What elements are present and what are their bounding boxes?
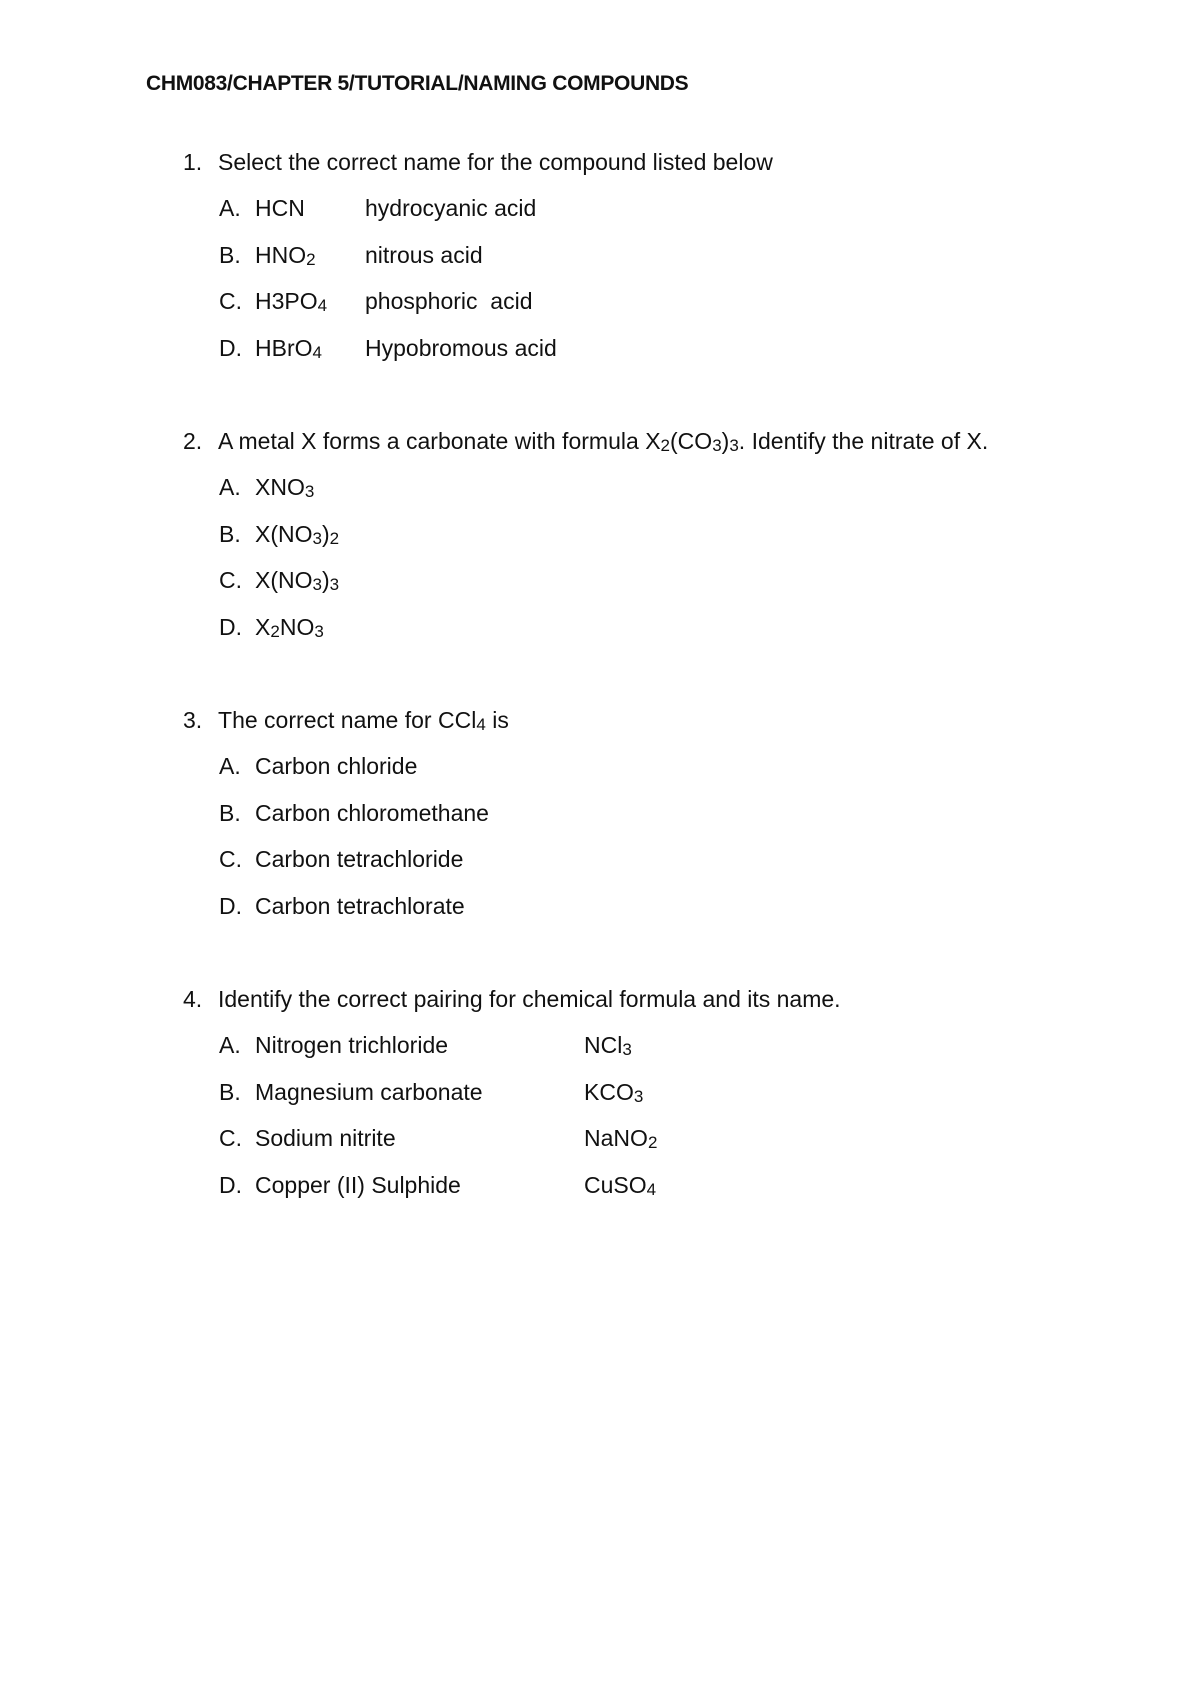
option-letter-a: A. — [219, 753, 241, 779]
option-text: $X_2NO_3$ — [255, 614, 324, 641]
option-text: Carbon chloride — [255, 753, 418, 779]
option-text: $X(NO_3)_3$ — [255, 567, 340, 594]
question-stem: Identify the correct pairing for chemical formula and its name. — [218, 986, 841, 1012]
option-formula: HCN — [255, 195, 305, 221]
option-letter-d: D. — [219, 335, 242, 361]
option-formula: $H3PO_4$ — [255, 288, 328, 315]
question-stem: The correct name for CCl$_4$ is — [218, 707, 509, 734]
option-text: Carbon tetrachlorate — [255, 893, 465, 919]
option-letter-b: B. — [219, 1079, 241, 1105]
question-number: 1. — [183, 149, 203, 175]
option-letter-a: A. — [219, 1032, 241, 1058]
option-letter-b: B. — [219, 242, 241, 268]
option-formula: NaNO$_2$ — [584, 1125, 658, 1152]
option-formula: $HNO_2$ — [255, 242, 316, 269]
option-formula: CuSO$_4$ — [584, 1172, 657, 1199]
option-name: Copper (II) Sulphide — [255, 1172, 461, 1198]
option-name: Hypobromous acid — [365, 335, 557, 361]
option-letter-a: A. — [219, 195, 241, 221]
question-stem: A metal X forms a carbonate with formula $X_2(CO_3)_3$. Identify the nitrate of X. — [218, 428, 989, 455]
option-formula: $KCO_3$ — [584, 1079, 644, 1106]
option-name: hydrocyanic acid — [365, 195, 537, 221]
option-letter-c: C. — [219, 846, 242, 872]
option-name: Sodium nitrite — [255, 1125, 396, 1151]
option-name: nitrous acid — [365, 242, 483, 268]
option-formula: HBrO$_4$ — [255, 335, 322, 362]
option-text: $XNO_3$ — [255, 474, 315, 501]
option-letter-a: A. — [219, 474, 241, 500]
option-name: Nitrogen trichloride — [255, 1032, 449, 1058]
question-number: 4. — [183, 986, 203, 1012]
question-number: 2. — [183, 428, 203, 454]
page-title: CHM083/CHAPTER 5/TUTORIAL/NAMING COMPOUNDS — [146, 72, 689, 95]
option-letter-c: C. — [219, 567, 242, 593]
option-letter-c: C. — [219, 1125, 242, 1151]
option-letter-d: D. — [219, 614, 242, 640]
question-number: 3. — [183, 707, 203, 733]
option-text: Carbon chloromethane — [255, 800, 489, 826]
option-name: phosphoric acid — [365, 288, 533, 314]
option-letter-d: D. — [219, 1172, 242, 1198]
option-letter-b: B. — [219, 521, 241, 547]
question-stem: Select the correct name for the compound listed below — [218, 149, 773, 175]
option-letter-b: B. — [219, 800, 241, 826]
option-formula: NCl$_3$ — [584, 1032, 632, 1059]
option-letter-c: C. — [219, 288, 242, 314]
option-text: Carbon tetrachloride — [255, 846, 464, 872]
option-letter-d: D. — [219, 893, 242, 919]
option-name: Magnesium carbonate — [255, 1079, 483, 1105]
option-text: $X(NO_3)_2$ — [255, 521, 340, 548]
